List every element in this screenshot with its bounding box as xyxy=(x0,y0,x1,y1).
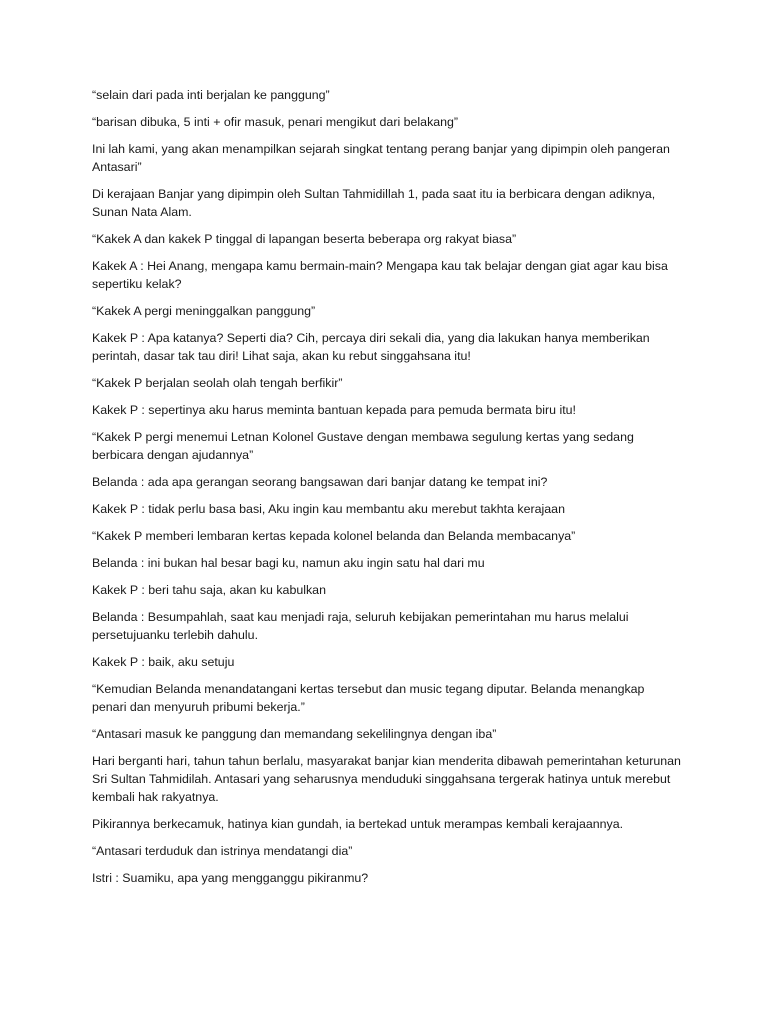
paragraph: Belanda : Besumpahlah, saat kau menjadi raja, seluruh kebijakan pemerintahan mu harus melalui persetujuanku terlebih dahulu. xyxy=(92,610,629,642)
paragraph: Ini lah kami, yang akan menampilkan sejarah singkat tentang perang banjar yang dipimpin oleh pangeran Antasari” xyxy=(92,142,670,174)
paragraph: “Kakek P pergi menemui Letnan Kolonel Gustave dengan membawa segulung kertas yang sedang berbicara dengan ajudannya” xyxy=(92,430,634,462)
paragraph: Kakek P : sepertinya aku harus meminta bantuan kepada para pemuda bermata biru itu! xyxy=(92,403,576,417)
paragraph: “Kakek P memberi lembaran kertas kepada kolonel belanda dan Belanda membacanya” xyxy=(92,529,576,543)
paragraph: Kakek A : Hei Anang, mengapa kamu bermain-main? Mengapa kau tak belajar dengan giat agar kau bisa sepertiku kelak? xyxy=(92,259,668,291)
paragraph: Kakek P : Apa katanya? Seperti dia? Cih, percaya diri sekali dia, yang dia lakukan hanya memberikan perintah, dasar tak tau diri! Lihat saja, akan ku rebut singgahsana itu! xyxy=(92,331,650,363)
paragraph: Kakek P : beri tahu saja, akan ku kabulkan xyxy=(92,583,326,597)
paragraph: Hari berganti hari, tahun tahun berlalu, masyarakat banjar kian menderita dibawah pemerintahan keturunan Sri Sultan Tahmidilah. Antasari yang seharusnya menduduki singgahsana tergerak hatinya untuk merebut kembali hak rakyatnya. xyxy=(92,754,681,804)
paragraph: “selain dari pada inti berjalan ke panggung” xyxy=(92,88,330,102)
document-page xyxy=(92,86,682,896)
paragraph: “Antasari masuk ke panggung dan memandang sekelilingnya dengan iba” xyxy=(92,727,497,741)
paragraph: Kakek P : tidak perlu basa basi, Aku ingin kau membantu aku merebut takhta kerajaan xyxy=(92,502,565,516)
paragraph: “Antasari terduduk dan istrinya mendatangi dia” xyxy=(92,844,353,858)
paragraph: “Kemudian Belanda menandatangani kertas tersebut dan music tegang diputar. Belanda menangkap penari dan menyuruh pribumi bekerja.” xyxy=(92,682,645,714)
paragraph: Belanda : ini bukan hal besar bagi ku, namun aku ingin satu hal dari mu xyxy=(92,556,485,570)
paragraph: Pikirannya berkecamuk, hatinya kian gundah, ia bertekad untuk merampas kembali kerajaannya. xyxy=(92,817,624,831)
paragraph: Kakek P : baik, aku setuju xyxy=(92,655,235,669)
paragraph: “Kakek A dan kakek P tinggal di lapangan beserta beberapa org rakyat biasa” xyxy=(92,232,517,246)
paragraph: “barisan dibuka, 5 inti + ofir masuk, penari mengikut dari belakang” xyxy=(92,115,459,129)
paragraph: “Kakek P berjalan seolah olah tengah berfikir” xyxy=(92,376,343,390)
paragraph: Istri : Suamiku, apa yang mengganggu pikiranmu? xyxy=(92,871,369,885)
paragraph: Di kerajaan Banjar yang dipimpin oleh Sultan Tahmidillah 1, pada saat itu ia berbicara dengan adiknya, Sunan Nata Alam. xyxy=(92,187,656,219)
paragraph: “Kakek A pergi meninggalkan panggung” xyxy=(92,304,316,318)
paragraph: Belanda : ada apa gerangan seorang bangsawan dari banjar datang ke tempat ini? xyxy=(92,475,548,489)
